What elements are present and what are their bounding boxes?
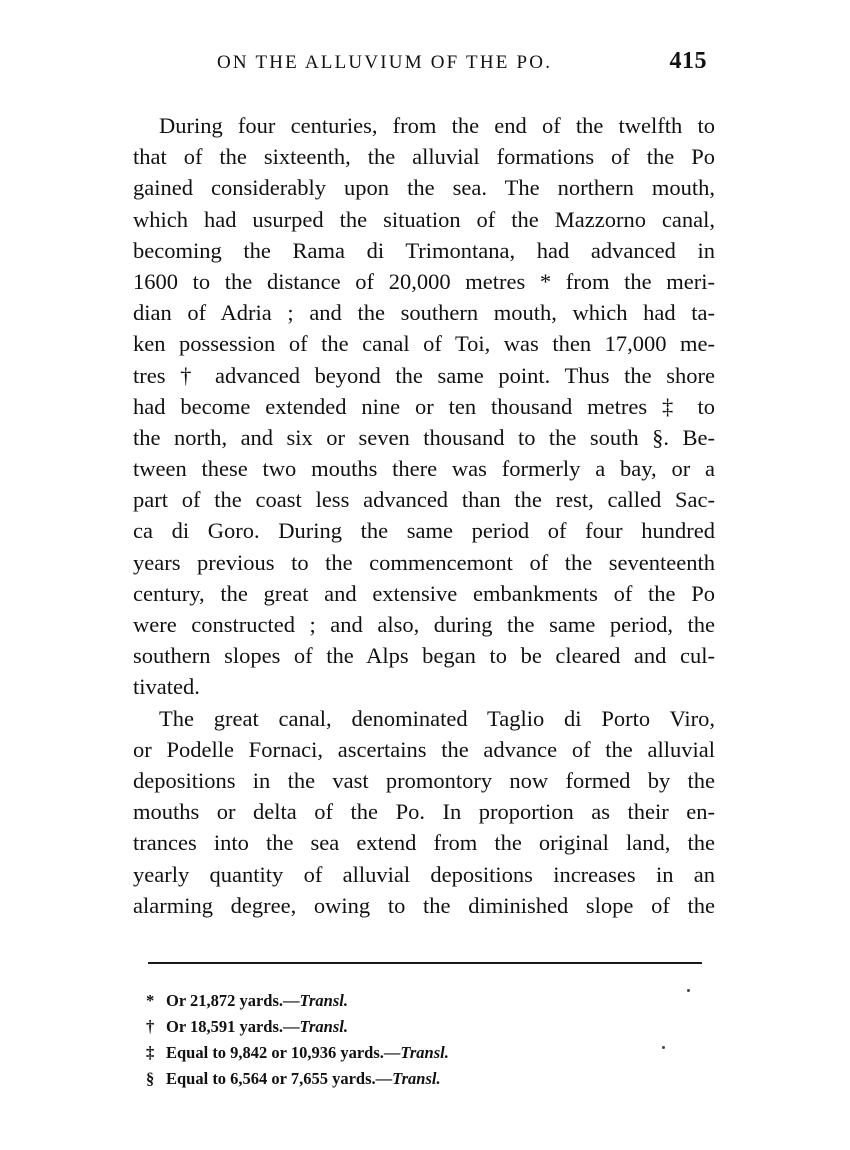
text-line: years previous to the commencemont of the seventeenth bbox=[133, 549, 715, 575]
page-number: 415 bbox=[669, 48, 707, 74]
text-line: which had usurped the situation of the Mazzorno canal, bbox=[133, 206, 715, 232]
footnote-rule bbox=[148, 962, 702, 964]
text-line: ken possession of the canal of Toi, was then 17,000 me- bbox=[133, 331, 715, 357]
footnote bbox=[146, 1014, 566, 1040]
footnote bbox=[146, 1040, 566, 1066]
footnotes bbox=[146, 988, 566, 1092]
footnote-text: Equal to 9,842 or 10,936 yards.— bbox=[166, 1043, 401, 1062]
footnote-mark: ‡ bbox=[146, 1043, 155, 1062]
text-line: becoming the Rama di Trimontana, had advanced in bbox=[133, 237, 715, 263]
footnote-translator: Transl. bbox=[299, 1017, 348, 1036]
text-line: the north, and six or seven thousand to the south §. Be- bbox=[133, 424, 715, 450]
text-line: had become extended nine or ten thousand metres ‡ to bbox=[133, 393, 715, 419]
footnote-mark: † bbox=[146, 1017, 155, 1036]
text-line: tween these two mouths there was formerly a bay, or a bbox=[133, 456, 715, 482]
running-head bbox=[133, 50, 711, 80]
running-title: ON THE ALLUVIUM OF THE PO. bbox=[217, 52, 553, 73]
text-line: part of the coast less advanced than the rest, called Sac- bbox=[133, 487, 715, 513]
text-line: gained considerably upon the sea. The northern mouth, bbox=[133, 175, 715, 201]
footnote-text: Or 21,872 yards.— bbox=[166, 991, 300, 1010]
text-line: yearly quantity of alluvial depositions increases in an bbox=[133, 861, 715, 887]
footnote-translator: Transl. bbox=[400, 1043, 449, 1062]
text-line: or Podelle Fornaci, ascertains the advance of the alluvial bbox=[133, 736, 715, 762]
footnote-mark: § bbox=[146, 1069, 155, 1088]
text-line: southern slopes of the Alps began to be cleared and cul- bbox=[133, 643, 715, 669]
text-line: tivated. bbox=[133, 674, 200, 700]
text-line: During four centuries, from the end of the twelfth to bbox=[159, 113, 715, 138]
footnote-mark: * bbox=[146, 991, 155, 1010]
footnote bbox=[146, 1066, 566, 1092]
text-line: alarming degree, owing to the diminished slope of the bbox=[133, 892, 715, 918]
footnote-translator: Transl. bbox=[392, 1069, 441, 1088]
text-line: tres † advanced beyond the same point. Thus the shore bbox=[133, 362, 715, 388]
footnote-text: Equal to 6,564 or 7,655 yards.— bbox=[166, 1069, 393, 1088]
print-speck bbox=[662, 1046, 665, 1049]
footnote-translator: Transl. bbox=[299, 991, 348, 1010]
text-line: trances into the sea extend from the original land, the bbox=[133, 830, 715, 856]
print-speck bbox=[687, 989, 690, 992]
text-line: century, the great and extensive embankments of the Po bbox=[133, 580, 715, 606]
text-line: mouths or delta of the Po. In proportion as their en- bbox=[133, 799, 715, 825]
text-line: that of the sixteenth, the alluvial formations of the Po bbox=[133, 144, 715, 170]
text-line: ca di Goro. During the same period of four hundred bbox=[133, 518, 715, 544]
text-line: depositions in the vast promontory now formed by the bbox=[133, 767, 715, 793]
body-text bbox=[133, 110, 715, 921]
footnote-text: Or 18,591 yards.— bbox=[166, 1017, 300, 1036]
text-line: dian of Adria ; and the southern mouth, which had ta- bbox=[133, 300, 715, 326]
text-line: The great canal, denominated Taglio di Porto Viro, bbox=[159, 705, 715, 731]
text-line: 1600 to the distance of 20,000 metres * from the meri- bbox=[133, 268, 715, 294]
footnote bbox=[146, 988, 566, 1014]
text-line: were constructed ; and also, during the same period, the bbox=[133, 612, 715, 637]
